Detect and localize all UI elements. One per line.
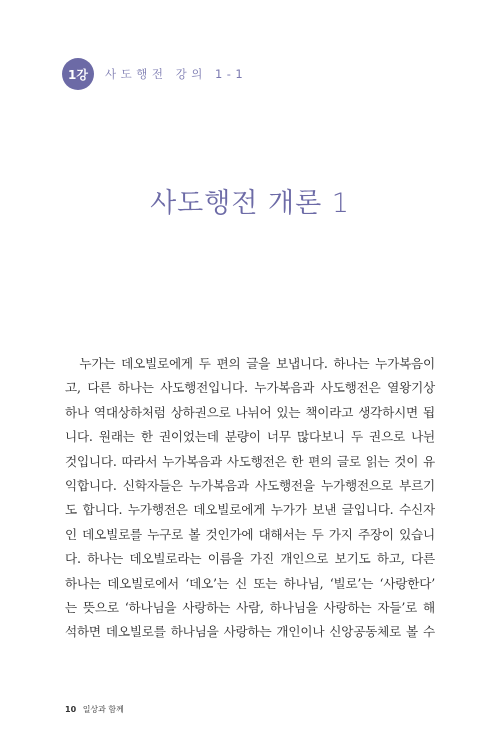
text-line: 누가는 데오빌로에게 두 편의 글을 보냅니다. 하나는 누가복음이: [65, 356, 435, 371]
text-line: 니다. 원래는 한 권이었는데 분량이 너무 많다보니 두 권으로 나뉜: [65, 429, 435, 445]
text-line: 도 합니다. 누가행전은 데오빌로에게 누가가 보낸 글입니다. 수신자: [65, 502, 435, 518]
text-line: 석하면 데오빌로를 하나님을 사랑하는 개인이나 신앙공동체로 볼 수: [65, 624, 435, 640]
text-line: 다. 하나는 데오빌로라는 이름을 가진 개인으로 보기도 하고, 다른: [65, 551, 435, 567]
section-label: 사도행전 강의 1-1: [105, 67, 248, 81]
text-line: 것입니다. 따라서 누가복음과 사도행전은 한 편의 글로 읽는 것이 유: [65, 453, 435, 469]
text-line: 인 데오빌로를 누구로 볼 것인가에 대해서는 두 가지 주장이 있습니: [65, 526, 435, 542]
page-number: 10: [65, 705, 77, 714]
text-line: 고, 다른 하나는 사도행전입니다. 누가복음과 사도행전은 열왕기상: [65, 380, 435, 396]
text-line: 하나는 데오빌로에서 ‘데오’는 신 또는 하나님, ‘빌로’는 ‘사랑한다’: [65, 575, 435, 591]
book-title: 일상과 함께: [82, 705, 124, 714]
text-line: 하나 역대상하처럼 상하권으로 나뉘어 있는 책이라고 생각하시면 됩: [65, 404, 435, 420]
text-line: 익합니다. 신학자들은 누가복음과 사도행전을 누가행전으로 부르기: [65, 477, 435, 493]
page-footer: [65, 704, 124, 715]
lecture-badge: 1강: [62, 58, 94, 90]
chapter-header: [62, 58, 247, 90]
page-title: 사도행전 개론 1: [150, 188, 350, 219]
text-line: 는 뜻으로 ‘하나님을 사랑하는 사람, 하나님을 사랑하는 자들’로 해: [65, 599, 435, 615]
body-text: [65, 352, 435, 645]
